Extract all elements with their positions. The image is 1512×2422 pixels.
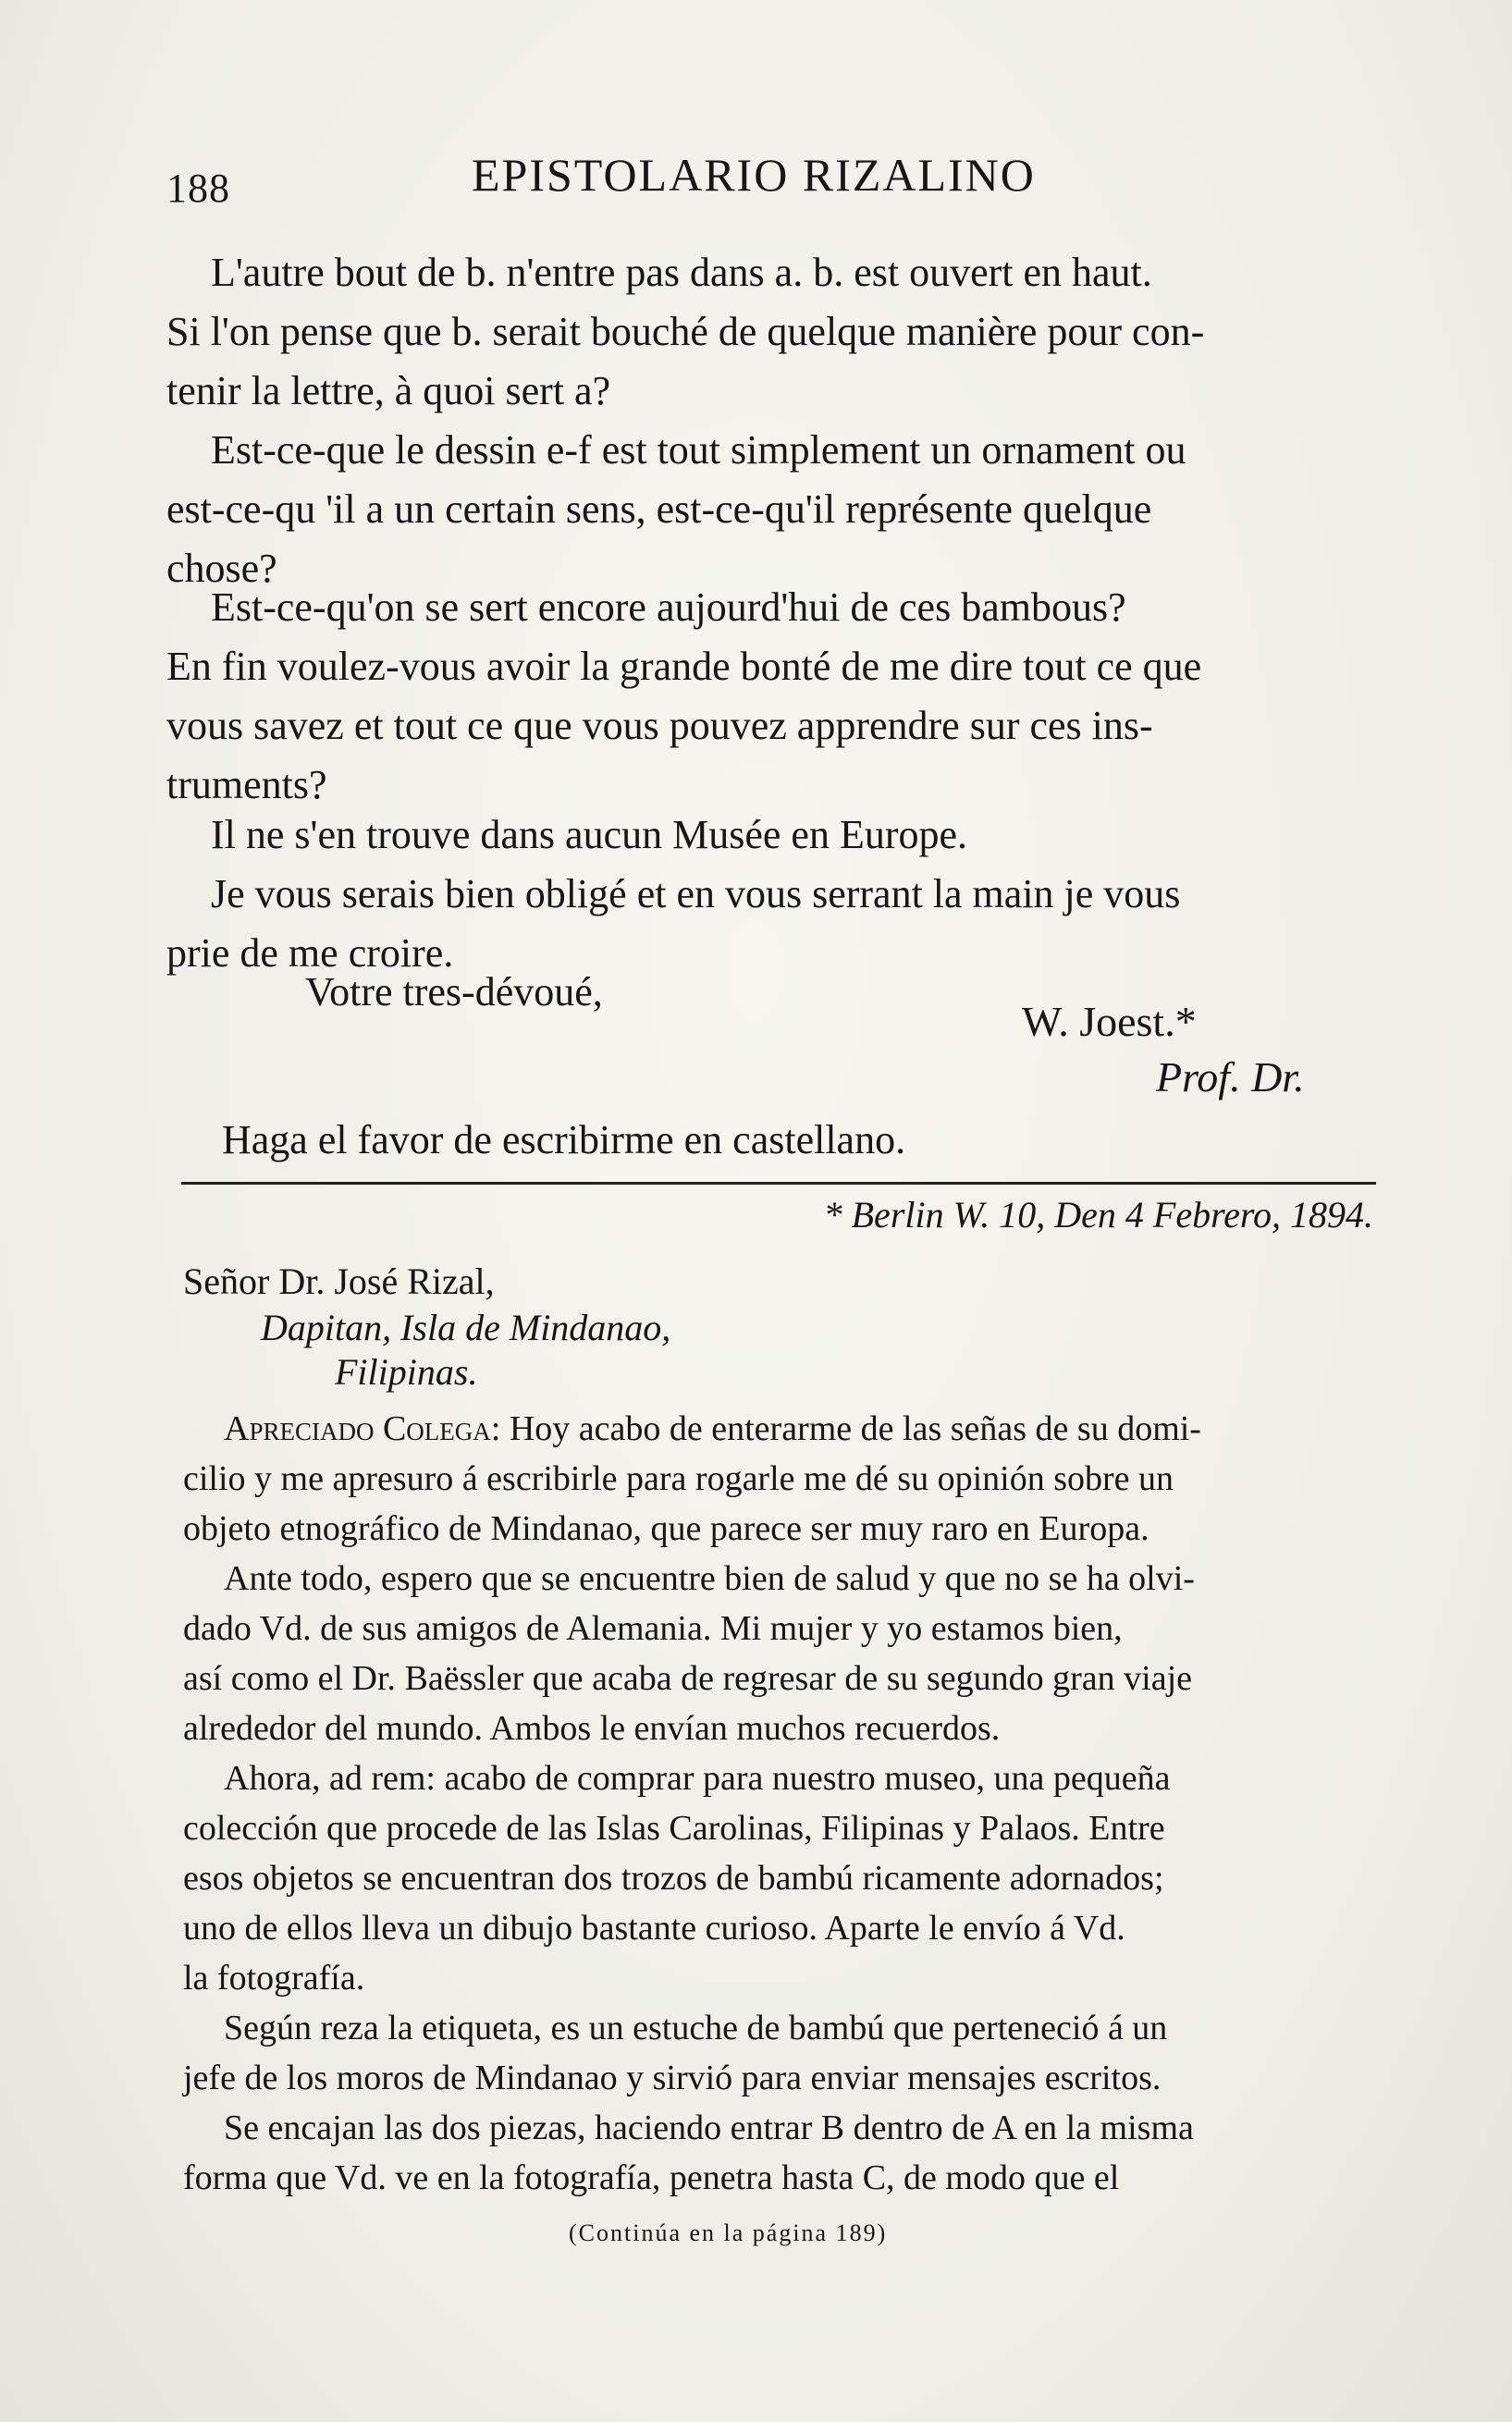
footnote-line: cilio y me apresuro á escribirle para rogarle me dé su opinión sobre un	[183, 1459, 1174, 1498]
french-line: L'autre bout de b. n'entre pas dans a. b. est ouvert en haut.	[211, 250, 1152, 295]
addressee-name: Señor Dr. José Rizal,	[183, 1260, 495, 1302]
french-line: En fin voulez-vous avoir la grande bonté de me dire tout ce que	[166, 644, 1202, 689]
page-number: 188	[166, 166, 230, 211]
footnote-line: así como el Dr. Baëssler que acaba de regresar de su segundo gran viaje	[183, 1659, 1193, 1698]
french-line: Il ne s'en trouve dans aucun Musée en Europe.	[211, 812, 967, 857]
french-line: Est-ce-qu'on se sert encore aujourd'hui de ces bambous?	[211, 584, 1126, 630]
french-line: Est-ce-que le dessin e-f est tout simplement un ornament ou	[211, 427, 1186, 473]
running-title: EPISTOLARIO RIZALINO	[472, 149, 1036, 201]
footnote-line: Se encajan las dos piezas, haciendo entrar B dentro de A en la misma	[224, 2108, 1194, 2147]
footnote-line: objeto etnográfico de Mindanao, que parece ser muy raro en Europa.	[183, 1509, 1149, 1548]
footnote-line-first: Apreciado Colega: Hoy acabo de enterarme de las señas de su domi-	[224, 1409, 1201, 1448]
footnote-line: Ahora, ad rem: acabo de comprar para nuestro museo, una pequeña	[224, 1759, 1171, 1798]
french-line: Si l'on pense que b. serait bouché de quelque manière pour con-	[166, 309, 1205, 354]
salutation: Apreciado Colega	[224, 1409, 491, 1448]
footnote-line: la fotografía.	[183, 1959, 365, 1998]
postscript: Haga el favor de escribirme en castellano.	[222, 1117, 906, 1162]
french-line: tenir la lettre, à quoi sert a?	[166, 368, 611, 413]
signature-title: Prof. Dr.	[1156, 1053, 1305, 1100]
footnote-line: dado Vd. de sus amigos de Alemania. Mi mujer y yo estamos bien,	[183, 1609, 1123, 1648]
french-line: vous savez et tout ce que vous pouvez apprendre sur ces ins-	[166, 703, 1153, 748]
addressee-country: Filipinas.	[335, 1351, 478, 1393]
footnote-line: Ante todo, espero que se encuentre bien de salud y que no se ha olvi-	[224, 1559, 1195, 1598]
footnote-line: esos objetos se encuentran dos trozos de bambú ricamente adornados;	[183, 1859, 1164, 1898]
footnote-divider	[181, 1182, 1376, 1185]
footnote-line: uno de ellos lleva un dibujo bastante curioso. Aparte le envío á Vd.	[183, 1909, 1125, 1948]
continuation-note: (Continúa en la página 189)	[569, 2219, 888, 2246]
french-line: prie de me croire.	[166, 930, 454, 976]
signature: W. Joest.*	[1022, 998, 1197, 1045]
addressee-place: Dapitan, Isla de Mindanao,	[261, 1307, 671, 1348]
french-line: Je vous serais bien obligé et en vous serrant la main je vous	[211, 871, 1181, 916]
french-line: truments?	[166, 762, 327, 807]
footnote-dateline: * Berlin W. 10, Den 4 Febrero, 1894.	[823, 1194, 1373, 1236]
footnote-line: jefe de los moros de Mindanao y sirvió para enviar mensajes escritos.	[183, 2059, 1162, 2097]
footnote-line: colección que procede de las Islas Carolinas, Filipinas y Palaos. Entre	[183, 1809, 1165, 1848]
footnote-line: alrededor del mundo. Ambos le envían muchos recuerdos.	[183, 1709, 1001, 1748]
letter-closing: Votre tres-dévoué,	[305, 969, 603, 1014]
french-line: est-ce-qu 'il a un certain sens, est-ce-qu'il représente quelque	[166, 486, 1152, 532]
footnote-line: forma que Vd. ve en la fotografía, penetra hasta C, de modo que el	[183, 2158, 1120, 2197]
french-line: chose?	[166, 546, 277, 591]
footnote-line: Según reza la etiqueta, es un estuche de bambú que perteneció á un	[224, 2009, 1168, 2047]
